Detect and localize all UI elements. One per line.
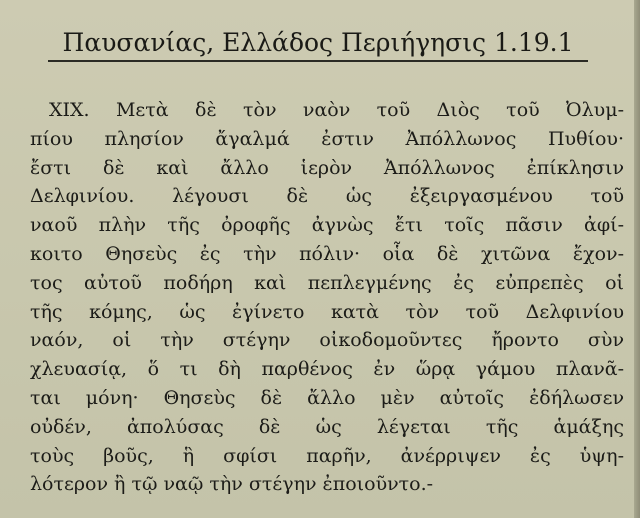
text-line: ναόν, οἱ τὴν στέγην οἰκοδομοῦντες ἤροντο σὺν bbox=[30, 329, 624, 352]
text-line: λότερον ἢ τῷ ναῷ τὴν στέγην ἐποιοῦντο.- bbox=[30, 473, 434, 496]
text-line: τοὺς βοῦς, ἣ σφίσι παρῆν, ἀνέρριψεν ἐς ὑψη- bbox=[30, 444, 624, 467]
text-line: οὐδέν, ἀπολύσας δὲ ὡς λέγεται τῆς ἁμάξης bbox=[30, 415, 624, 438]
text-line: ται μόνη· Θησεὺς δὲ ἄλλο μὲν αὐτοῖς ἐδήλωσεν bbox=[30, 386, 624, 409]
text-line: XIX. Μετὰ δὲ τὸν ναὸν τοῦ Διὸς τοῦ Ὀλυμ- bbox=[49, 99, 624, 121]
page-title: Παυσανίας, Ελλάδος Περιήγησις 1.19.1 bbox=[62, 28, 574, 57]
text-line: κοιτο Θησεὺς ἐς τὴν πόλιν· οἷα δὲ χιτῶνα ἔχον- bbox=[30, 242, 624, 265]
title-underline bbox=[48, 60, 588, 62]
text-line: τῆς κόμης, ὡς ἐγίνετο κατὰ τὸν τοῦ Δελφινίου bbox=[30, 300, 624, 323]
text-line: ναοῦ πλὴν τῆς ὀροφῆς ἀγνὼς ἔτι τοῖς πᾶσιν ἀφί- bbox=[30, 214, 624, 237]
frame-edge bbox=[634, 0, 640, 518]
text-line: πίου πλησίον ἄγαλμά ἐστιν Ἀπόλλωνος Πυθίου· bbox=[30, 127, 624, 150]
greek-text-passage bbox=[30, 96, 624, 499]
text-line: ἔστι δὲ καὶ ἄλλο ἱερὸν Ἀπόλλωνος ἐπίκλησιν bbox=[30, 156, 624, 179]
text-line: χλευασίᾳ, ὅ τι δὴ παρθένος ἐν ὥρᾳ γάμου πλανᾶ- bbox=[30, 358, 624, 381]
text-line: Δελφινίου. λέγουσι δὲ ὡς ἐξειργασμένου τοῦ bbox=[30, 185, 624, 208]
text-line: τος αὐτοῦ ποδήρη καὶ πεπλεγμένης ἐς εὐπρεπὲς οἱ bbox=[30, 271, 624, 294]
